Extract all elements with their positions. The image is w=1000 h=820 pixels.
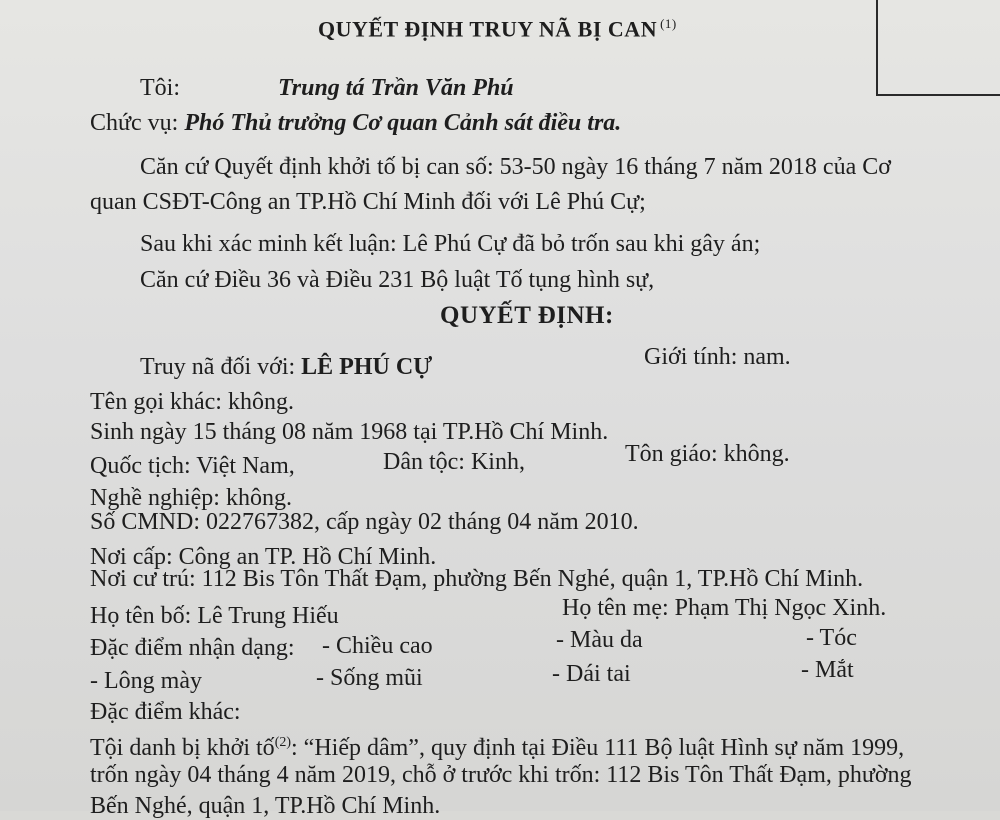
charge-line-3: Bến Nghé, quận 1, TP.Hồ Chí Minh. [90, 793, 441, 819]
feature-hair: - Tóc [806, 625, 857, 651]
photo-frame [876, 0, 1000, 96]
preamble-line-1: Căn cứ Quyết định khởi tố bị can số: 53-50 ngày 16 tháng 7 năm 2018 của Cơ [140, 154, 891, 180]
mother-name: Họ tên mẹ: Phạm Thị Ngọc Xinh. [562, 595, 887, 621]
position-label: Chức vụ: [90, 110, 179, 136]
feature-skin: - Màu da [556, 627, 643, 653]
nationality: Quốc tịch: Việt Nam, [90, 453, 295, 479]
document-title: QUYẾT ĐỊNH TRUY NÃ BỊ CAN $^{(1)}$ [318, 16, 677, 42]
charge-line-2: trốn ngày 04 tháng 4 năm 2019, chỗ ở trước khi trốn: 112 Bis Tôn Thất Đạm, phường [90, 762, 912, 788]
issued-by: Nơi cấp: Công an TP. Hồ Chí Minh. [90, 544, 437, 570]
feature-nose: - Sống mũi [316, 665, 423, 691]
gender: Giới tính: nam. [644, 344, 791, 370]
ethnicity: Dân tộc: Kinh, [383, 449, 525, 475]
feature-eyebrows: - Lông mày [90, 668, 202, 694]
residence: Nơi cư trú: 112 Bis Tôn Thất Đạm, phường Bến Nghé, quận 1, TP.Hồ Chí Minh. [90, 566, 864, 592]
issuer-position: Phó Thủ trưởng Cơ quan Cảnh sát điều tra. [184, 110, 622, 136]
occupation: Nghề nghiệp: không. [90, 485, 292, 511]
charge-label: Tội danh bị khởi tố [90, 735, 275, 761]
preamble-line-2: quan CSĐT-Công an TP.Hồ Chí Minh đối với Lê Phú Cự; [90, 189, 646, 215]
other-features: Đặc điểm khác: [90, 699, 241, 725]
issuer-line [140, 74, 514, 102]
id-card: Số CMND: 022767382, cấp ngày 02 tháng 04 năm 2010. [90, 509, 639, 535]
decision-heading: QUYẾT ĐỊNH: [440, 302, 614, 329]
toi-label: Tôi: [140, 75, 180, 101]
issuer-name: Trung tá Trần Văn Phú [278, 75, 514, 101]
wanted-label: Truy nã đối với: [140, 354, 296, 380]
position-line [90, 109, 621, 137]
feature-ears: - Dái tai [552, 661, 631, 687]
charge-text: : “Hiếp dâm”, quy định tại Điều 111 Bộ luật Hình sự năm 1999, [291, 735, 905, 761]
preamble-line-4: Căn cứ Điều 36 và Điều 231 Bộ luật Tố tụng hình sự, [140, 267, 655, 293]
wanted-line [140, 353, 432, 381]
preamble-line-3: Sau khi xác minh kết luận: Lê Phú Cự đã bỏ trốn sau khi gây án; [140, 231, 761, 257]
charge-footnote: (2) [274, 735, 292, 750]
feature-eyes: - Mắt [801, 657, 854, 683]
feature-height: - Chiều cao [322, 633, 433, 659]
father-name: Họ tên bố: Lê Trung Hiếu [90, 603, 339, 629]
suspect-name: LÊ PHÚ CỰ [301, 354, 433, 380]
religion: Tôn giáo: không. [625, 441, 790, 467]
features-label: Đặc điểm nhận dạng: [90, 635, 295, 661]
charge-line-1 [90, 729, 904, 762]
birth: Sinh ngày 15 tháng 08 năm 1968 tại TP.Hồ Chí Minh. [90, 419, 609, 445]
title-footnote: (1) [660, 16, 677, 31]
alias: Tên gọi khác: không. [90, 389, 294, 415]
